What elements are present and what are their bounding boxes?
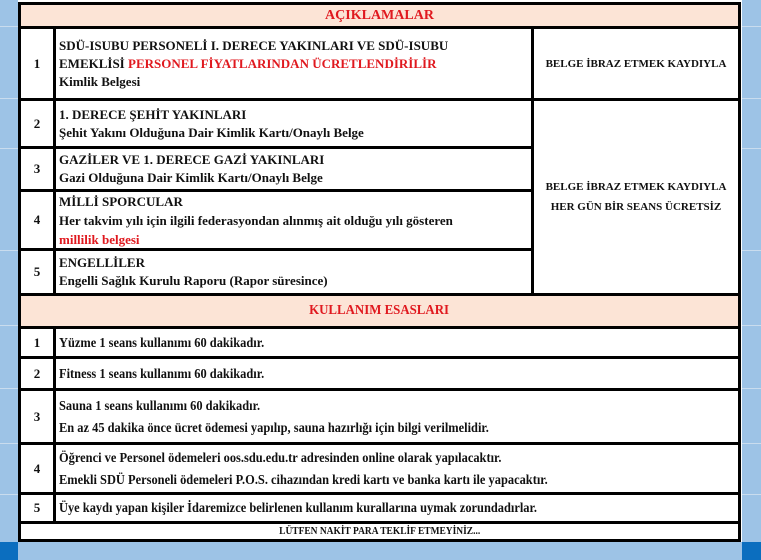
description-line: GAZİLER VE 1. DERECE GAZİ YAKINLARI [59,152,325,167]
frame-corner [0,542,18,560]
description-line: Gazi Olduğuna Dair Kimlik Kartı/Onaylı Belge [59,170,323,185]
rule-cell [53,356,741,391]
description-line: Her takvim yılı için ilgili federasyondan alınmış ait olduğu yılı gösteren [59,212,453,228]
rule-number-text: 3 [33,408,41,424]
description-text: EMEKLİSİ [59,55,128,71]
rule-cell [53,492,741,524]
description-line: ENGELLİLER [59,255,145,270]
rule-number-text: 2 [33,365,41,381]
row-number-text: 1 [33,55,41,71]
gridline [0,98,18,99]
condition-text: HER GÜN BİR SEANS ÜCRETSİZ [550,201,722,213]
rule-line: Sauna 1 seans kullanımı 60 dakikadır. [59,397,261,413]
row-number [18,146,56,192]
gridline [0,148,18,149]
gridline [0,388,18,389]
description-cell [53,248,534,296]
section-title: AÇIKLAMALAR [325,7,434,23]
highlight-text: PERSONEL FİYATLARINDAN ÜCRETLENDİRİLİR [128,55,437,71]
rule-number-text: 1 [33,334,41,350]
footer-text: LÜTFEN NAKİT PARA TEKLİF ETMEYİNİZ... [278,526,481,537]
rule-number-text: 4 [33,460,41,476]
condition-text: BELGE İBRAZ ETMEK KAYDIYLA [545,181,727,193]
rule-cell [53,326,741,359]
rule-number [18,492,56,524]
description-cell [53,189,534,251]
row-number [18,98,56,149]
rule-line: Emekli SDÜ Personeli ödemeleri P.O.S. cihazından kredi kartı ve banka kartı ile yapacaktır. [59,471,548,487]
info-sheet [18,0,742,542]
description-line: SDÜ-ISUBU PERSONELİ I. DERECE YAKINLARI VE SDÜ-ISUBU [59,37,449,53]
row-number [18,26,56,101]
highlight-text: millilik belgesi [59,231,140,247]
section-header-aciklamalar [18,2,741,29]
description-line: Engelli Sağlık Kurulu Raporu (Rapor süresince) [59,273,328,288]
description-cell [53,146,534,192]
gridline [742,325,761,326]
rule-number [18,388,56,445]
description-line [59,55,531,73]
row-number [18,189,56,251]
description-line: Kimlik Belgesi [59,73,141,89]
gridline [0,26,18,27]
row-number-text: 2 [33,115,41,131]
rule-line: Yüzme 1 seans kullanımı 60 dakikadır. [59,334,265,350]
row-number-text: 4 [33,212,41,227]
gridline [742,26,761,27]
gridline [742,494,761,495]
condition-text: BELGE İBRAZ ETMEK KAYDIYLA [545,57,727,70]
rule-line: Fitness 1 seans kullanımı 60 dakikadır. [59,365,265,381]
rule-number-text: 5 [33,500,41,515]
rule-cell [53,388,741,445]
gridline [0,250,18,251]
rule-line: Öğrenci ve Personel ödemeleri oos.sdu.edu.tr adresinden online olarak yapılacaktır. [59,449,502,465]
row-number [18,248,56,296]
rule-line: Üye kaydı yapan kişiler İdaremizce belirlenen kullanım kurallarına uymak zorundadırlar. [59,500,537,515]
rule-number [18,326,56,359]
description-cell [53,26,534,101]
condition-cell-merged [531,98,741,296]
description-line: MİLLİ SPORCULAR [59,193,183,209]
gridline [0,443,18,444]
gridline [0,325,18,326]
gridline [742,98,761,99]
condition-cell [531,26,741,101]
footer-warning [18,524,741,542]
description-line: Şehit Yakını Olduğuna Dair Kimlik Kartı/Onaylı Belge [59,124,364,140]
gridline [742,250,761,251]
rule-line: En az 45 dakika önce ücret ödemesi yapılıp, sauna hazırlığı için bilgi verilmelidir. [59,419,489,435]
gridline [742,388,761,389]
section-title: KULLANIM ESASLARI [309,303,450,318]
description-line: 1. DERECE ŞEHİT YAKINLARI [59,106,247,122]
gridline [0,494,18,495]
gridline [742,443,761,444]
row-number-text: 3 [33,161,41,176]
description-cell [53,98,534,149]
rule-number [18,356,56,391]
row-number-text: 5 [33,264,41,279]
rule-number [18,442,56,495]
section-header-kullanim [18,293,741,329]
frame-corner [742,542,761,560]
gridline [742,148,761,149]
rule-cell [53,442,741,495]
